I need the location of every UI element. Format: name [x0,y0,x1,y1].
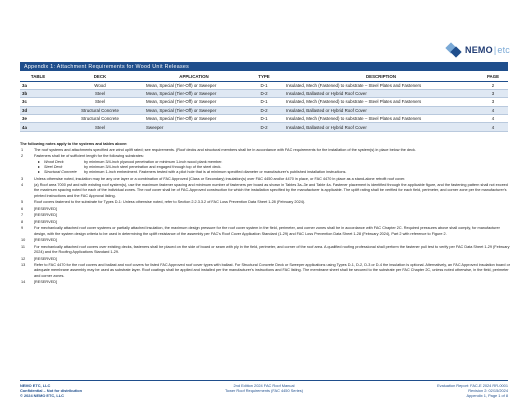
cell-description: Insulated, Ballasted or Hybrid Roof Cover [284,89,478,97]
col-header-page: PAGE [478,73,508,81]
footer-report: Evaluation Report: FAC-E 2024 RR-0001 [437,383,508,388]
cell-page: 4 [478,123,508,131]
note-item [20,200,510,205]
note-subitem [34,170,510,175]
subitem-label: Wood Deck [44,159,64,164]
note-item [20,148,510,153]
subitem-text: by minimum 1-inch embedment. Fasteners tested with a pilot hole that is at minimum specified diameter or manufacturer's published installation instructions. [84,169,347,174]
footer-left [20,383,180,400]
footer-confidential: Confidential – Not for distribution [20,388,83,393]
note-number: 9 [21,226,24,231]
cell-type: D-1 [244,115,284,123]
note-text: Roof covers fastened to the substrate for Types D-1: Unless otherwise noted, refer to Section 2.2.3.3.2 of FAC Loss Prevention Data Sheet 1-28 (February 2024). [34,200,306,205]
note-item [20,245,510,255]
note-text: [RESERVED] [34,280,57,285]
note-text: [RESERVED] [34,238,57,243]
note-number: 1 [21,147,24,152]
col-header-deck: DECK [56,73,144,81]
note-number: 10 [21,238,26,243]
note-number: 11 [21,244,25,249]
page-footer [20,380,508,400]
note-number: 2 [21,154,24,159]
note-number: 12 [21,256,26,261]
note-item [20,177,510,182]
footer-center [180,383,348,400]
table-row [20,115,508,123]
cell-deck: Wood [56,81,144,89]
note-item [20,280,510,285]
col-header-description: DESCRIPTION [284,73,478,81]
cell-description: Insulated, Ballasted or Hybrid Roof Cover [284,106,478,114]
cell-page: 3 [478,89,508,97]
note-number: 5 [21,200,24,205]
cell-deck: Steel [56,89,144,97]
cell-application: Mean, Special (Tier-Off) or Sweeper [144,98,244,106]
cell-application: Mean, Special (Tier-Off) or Sweeper [144,106,244,114]
cell-type: D-2 [244,106,284,114]
footer-copyright: © 2024 NEMO ETC, LLC [20,393,64,398]
cell-application: Mean, Special (Tier-Off) or Sweeper [144,81,244,89]
cell-deck: Structural Concrete [56,115,144,123]
subitem-text: by minimum 3/4-inch steel penetration and engaged through top of the steel deck. [84,164,222,169]
note-item [20,263,510,279]
subitem-label: Steel Deck [44,164,63,169]
subitem-text: by minimum 3/4-inch plywood penetration or minimum 1-inch wood plank member. [84,159,223,164]
footer-revision: Revision 2: 02/15/2024 [468,388,508,393]
note-text: The roof systems and attachments specified are wind uplift rated; see requirements. (Roof decks and structural members shall be in accordance with FAC requirements for the installation of the system(s) in place below the deck. [34,147,416,152]
note-item [20,226,510,236]
cell-deck: Steel [56,123,144,131]
note-item [20,220,510,225]
cell-type: D-1 [244,81,284,89]
subitem-label: Structural Concrete [44,169,77,174]
cell-description: Insulated, Mech (Fastened) to substrate – Steel Plates and Fasteners [284,115,478,123]
requirements-table [20,73,508,132]
note-number: 14 [21,280,26,285]
col-header-application: APPLICATION [144,73,244,81]
note-text: For mechanically attached roof covers over existing decks, fasteners shall be placed on the side of board or seam with ply in the field, perimeter, and corner of the roof area. A qualified roofing professional shall perform the fastener pull test to verify per FAC Data Sheet 1-29 (February 2024) and the Roofing Applications Standard 1-29. [34,244,510,255]
table-row [20,89,508,97]
cell-table: 3c [20,98,56,106]
note-text: For mechanically attached roof cover systems or partially attached insulation, the maximum design pressure for the roof cover system in the field, perimeter, and corner zones shall be in accordance with FAC Chapter 2C. Required pressures above shall comply, for manufacturer design, with the system design criteria to be used in determining the uplift resistance of the assembly per FAC's Roof Cover Application Standard (1-29) and FAC Loss Prevention Data Sheet 1-28 (February 2024), Part 2 with reference to Figure 2. [34,226,500,236]
col-header-table: TABLE [20,73,56,81]
note-number: 6 [21,206,24,211]
cell-deck: Structural Concrete [56,106,144,114]
section-title: Appendix 1: Attachment Requirements for Wood Unit Releases [20,62,508,71]
logo-diamond-icon [446,42,462,58]
note-number: 3 [21,176,24,181]
note-item [20,238,510,243]
cell-table: 3a [20,81,56,89]
note-text: [RESERVED] [34,256,57,261]
cell-page: 2 [478,81,508,89]
note-item [20,257,510,262]
cell-description: Insulated, Mech (Fastened) to substrate – Steel Plates and Fasteners [284,98,478,106]
note-number: 7 [21,213,24,218]
note-item [20,207,510,212]
cell-description: Insulated, Mech (Fastened) to substrate – Steel Plates and Fasteners [284,81,478,89]
col-header-type: TYPE [244,73,284,81]
footer-company: NEMO ETC, LLC [20,383,51,388]
cell-type: D-1 [244,98,284,106]
logo-wordmark: NEMO|etc [465,45,510,55]
note-number: 8 [21,219,24,224]
bullet-icon: ▸ [38,164,40,169]
note-text: [RESERVED] [34,219,57,224]
cell-table: 3e [20,115,56,123]
cell-table: 4a [20,123,56,131]
bullet-icon: ▸ [38,159,40,164]
cell-deck: Steel [56,98,144,106]
company-logo [446,42,510,58]
footer-page-number: Appendix 1, Page 1 of 8 [466,393,508,398]
note-text: [RESERVED] [34,206,57,211]
note-number: 4 [21,183,24,188]
note-text: Unless otherwise noted, insulation may be any one layer or a combination of FAC Approved (Class or Secondary) insulation(s) over FAC 4450 and/or 4470 in place, or FAC 4470 in place as a stand-alone retrofit roof cover. [34,176,406,181]
cell-description: Insulated, Ballasted or Hybrid Roof Cover [284,123,478,131]
notes-heading: The following notes apply to the systems and tables above: [20,142,128,146]
table-row [20,106,508,114]
cell-table: 3d [20,106,56,114]
cell-application: Mean, Special (Tier-Off) or Sweeper [144,115,244,123]
bullet-icon: ▸ [38,169,40,174]
cell-type: D-2 [244,123,284,131]
cell-page: 4 [478,115,508,123]
table-row [20,98,508,106]
note-item [20,183,510,199]
note-text: Fasteners shall be of sufficient length for the following substrates: [34,154,144,159]
note-item [20,213,510,218]
table-row [20,123,508,131]
notes-section [20,142,510,287]
note-text: (a) Roof area 7000 psf and with existing roof system(s), use the maximum fastener spacing and minimum number of fasteners per board as shown in Tables 3a–3e and Table 4a. Fastener placement is identified through the applicable figure, and the fastening pattern shall not exceed the maximum spacing noted for each of the individual zones. The roof cover shall be of FAC-Approved construction for which the installation specified by the manufacturer is applicable. The uplift rating shall be verified for each field, perimeter, and corner zone per the manufacturer's printed instructions and the FAC Approval listing. [34,183,508,198]
cell-application: Mean, Special (Tier-Off) or Sweeper [144,89,244,97]
cell-page: 4 [478,106,508,114]
note-text: [RESERVED] [34,213,57,218]
footer-series: Tower Roof Requirements (FAC 4450 Series) [224,388,304,393]
footer-right [348,383,508,400]
note-text: Refer to FAC 4470 for the roof covers and ballast and roof covers for listed FAC Approved roof cover types with ballast. For Structural Concrete Deck or Sweeper applications using Types D-1, D-2, D-3 or D-4 the insulation is optional. Alternatively, an FAC Approved insulation board or adequate membrane assembly may be used as substrate layer. Roof coatings shall be applied and installed per the manufacturer's instructions and FAC listing. The membrane sheet shall be secured to the substrate per FAC Chapter 2C, unless noted otherwise, in the field, perimeter and corner zones. [34,263,510,278]
cell-type: D-2 [244,89,284,97]
table-row [20,81,508,89]
cell-application: Sweeper [144,123,244,131]
footer-manual: 2nd Edition 2024 FAC Roof Manual [233,383,295,388]
cell-table: 3b [20,89,56,97]
cell-page: 3 [478,98,508,106]
table-header-row [20,73,508,81]
note-number: 13 [21,263,26,268]
note-item [20,154,510,175]
